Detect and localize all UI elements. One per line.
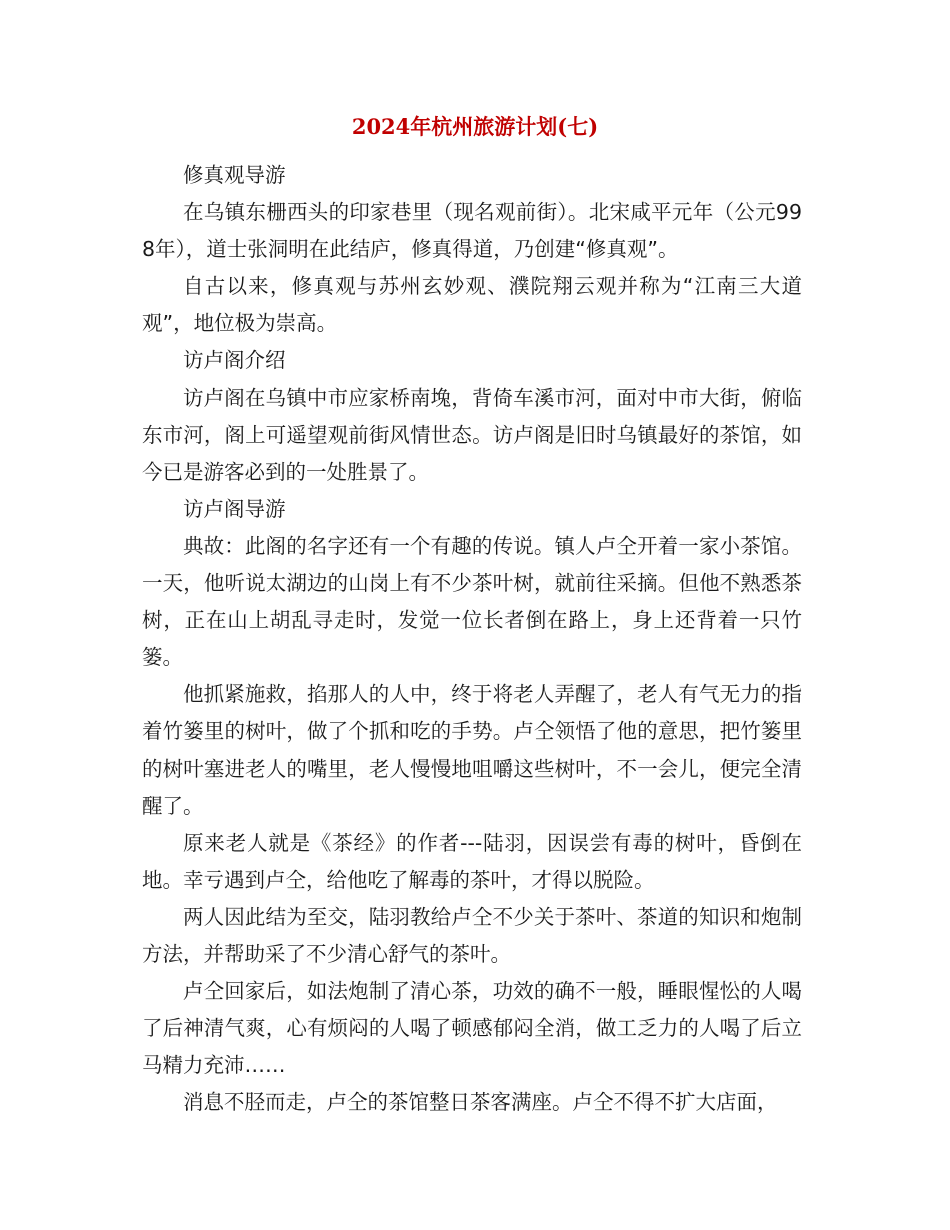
document-title: 2024年杭州旅游计划(七) bbox=[351, 114, 599, 139]
paragraph: 在乌镇东栅西头的印家巷里（现名观前街）。北宋咸平元年（公元998年），道士张洞明在此结庐，修真得道，乃创建“修真观”。 bbox=[142, 200, 802, 262]
paragraph: 消息不胫而走，卢仝的茶馆整日茶客满座。卢仝不得不扩大店面， bbox=[183, 1090, 778, 1115]
section-heading: 修真观导游 bbox=[183, 163, 286, 187]
paragraph: 他抓紧施救，掐那人的人中，终于将老人弄醒了，老人有气无力的指着竹篓里的树叶，做了个抓和吃的手势。卢仝领悟了他的意思，把竹篓里的树叶塞进老人的嘴里，老人慢慢地咀嚼这些树叶，不一会儿，便完全清醒了。 bbox=[142, 682, 802, 818]
section-heading: 访卢阁介绍 bbox=[183, 348, 286, 373]
document-body bbox=[142, 157, 802, 1121]
paragraph: 访卢阁在乌镇中市应家桥南堍，背倚车溪市河，面对中市大街，俯临东市河，阁上可遥望观前街风情世态。访卢阁是旧时乌镇最好的茶馆，如今已是游客必到的一处胜景了。 bbox=[142, 385, 802, 484]
paragraph: 原来老人就是《茶经》的作者---陆羽，因误尝有毒的树叶，昏倒在地。幸亏遇到卢仝，给他吃了解毒的茶叶，才得以脱险。 bbox=[142, 830, 802, 892]
paragraph: 典故：此阁的名字还有一个有趣的传说。镇人卢仝开着一家小茶馆。一天，他听说太湖边的山岗上有不少茶叶树，就前往采摘。但他不熟悉茶树，正在山上胡乱寻走时，发觉一位长者倒在路上，身上还背着一只竹篓。 bbox=[142, 533, 802, 670]
paragraph: 卢仝回家后，如法炮制了清心茶，功效的确不一般，睡眼惺忪的人喝了后神清气爽，心有烦闷的人喝了顿感郁闷全消，做工乏力的人喝了后立马精力充沛…… bbox=[142, 979, 802, 1078]
section-heading: 访卢阁导游 bbox=[183, 496, 286, 521]
paragraph: 两人因此结为至交，陆羽教给卢仝不少关于茶叶、茶道的知识和炮制方法，并帮助采了不少清心舒气的茶叶。 bbox=[142, 904, 802, 966]
paragraph: 自古以来，修真观与苏州玄妙观、濮院翔云观并称为“江南三大道观”，地位极为崇高。 bbox=[142, 274, 802, 336]
